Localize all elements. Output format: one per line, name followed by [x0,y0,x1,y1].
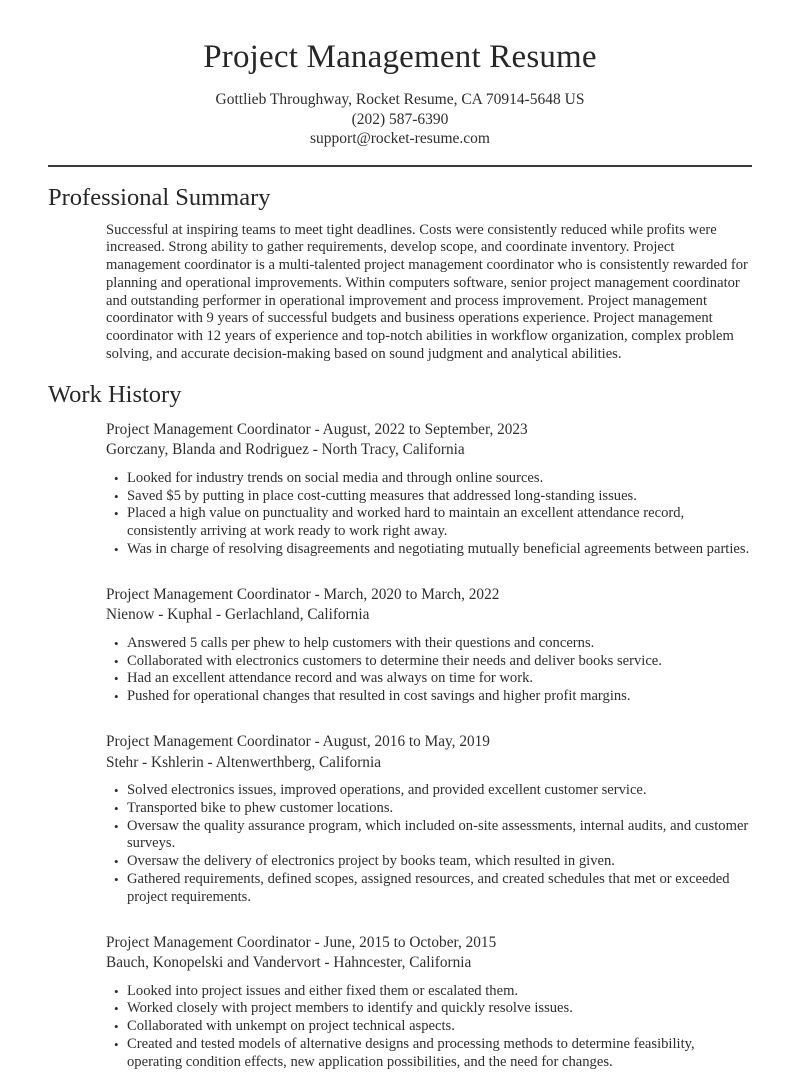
section-heading-professional-summary: Professional Summary [48,183,271,211]
header-divider [48,165,752,167]
job-bullet: • Collaborated with unkempt on project technical aspects. [106,1018,752,1036]
job-entry [106,585,752,706]
contact-email: support@rocket-resume.com [310,130,490,147]
job-subheading: Stehr - Kshlerin - Altenwerthberg, California [106,753,381,771]
job-subheading: Nienow - Kuphal - Gerlachland, California [106,606,370,624]
professional-summary-text: Successful at inspiring teams to meet tight deadlines. Costs were consistently reduced while profits were increased. Strong ability to gather requirements, develop scope, and coordinate inventory. Project management coordinator is a multi-talented project management coordinator who is consistently rewarded for planning and operational improvements. Within computers software, senior project management coordinator and outstanding performer in operational improvement and process improvement. Project management coordinator with 9 years of successful budgets and business operations experience. Project management coordinator with 12 years of experience and top-notch abilities in workflow organization, complex problem solving, and accurate decision-making based on sound judgment and analytical abilities. [106,221,748,363]
job-bullet: • Placed a high value on punctuality and worked hard to maintain an excellent attendance record, consistently arriving at work ready to work right away. [106,505,752,541]
job-heading: Project Management Coordinator - June, 2015 to October, 2015 [106,933,497,951]
job-bullet: • Answered 5 calls per phew to help customers with their questions and concerns. [106,635,752,653]
job-bullet: • Was in charge of resolving disagreements and negotiating mutually beneficial agreements between parties. [106,541,752,559]
job-bullet: • Worked closely with project members to identify and quickly resolve issues. [106,1000,752,1018]
job-heading: Project Management Coordinator - March, 2020 to March, 2022 [106,585,500,603]
job-bullet: • Pushed for operational changes that resulted in cost savings and higher profit margins. [106,688,752,706]
contact-phone: (202) 587-6390 [351,110,449,128]
job-bullets [106,470,752,559]
job-bullet: • Oversaw the quality assurance program, which included on-site assessments, internal audits, and customer surveys. [106,818,752,854]
job-bullet: • Gathered requirements, defined scopes, assigned resources, and created schedules that met or exceeded project requirements. [106,871,752,907]
job-bullet: • Looked into project issues and either fixed them or escalated them. [106,983,752,1001]
jobs-list [48,420,752,1072]
job-bullets [106,782,752,907]
job-bullet: • Oversaw the delivery of electronics project by books team, which resulted in given. [106,853,752,871]
job-bullets [106,983,752,1072]
job-bullet: • Looked for industry trends on social media and through online sources. [106,470,752,488]
job-entry [106,420,752,559]
job-bullet: • Solved electronics issues, improved operations, and provided excellent customer service. [106,782,752,800]
job-subheading: Bauch, Konopelski and Vandervort - Hahncester, California [106,954,472,972]
job-bullet: • Created and tested models of alternative designs and processing methods to determine feasibility, operating condition effects, new application possibilities, and the need for changes. [106,1036,752,1072]
contact-block [48,90,752,149]
job-entry [106,732,752,907]
job-bullets [106,635,752,706]
job-bullet: • Transported bike to phew customer locations. [106,800,752,818]
section-heading-work-history: Work History [48,380,182,408]
job-bullet: • Had an excellent attendance record and was always on time for work. [106,670,752,688]
contact-address: Gottlieb Throughway, Rocket Resume, CA 70914-5648 US [215,91,585,108]
page-title: Project Management Resume [203,39,597,75]
job-subheading: Gorczany, Blanda and Rodriguez - North Tracy, California [106,441,465,459]
job-bullet: • Saved $5 by putting in place cost-cutting measures that addressed long-standing issues. [106,488,752,506]
job-entry [106,933,752,1072]
job-heading: Project Management Coordinator - August, 2022 to September, 2023 [106,420,528,438]
job-heading: Project Management Coordinator - August, 2016 to May, 2019 [106,733,490,751]
job-bullet: • Collaborated with electronics customers to determine their needs and deliver books service. [106,653,752,671]
